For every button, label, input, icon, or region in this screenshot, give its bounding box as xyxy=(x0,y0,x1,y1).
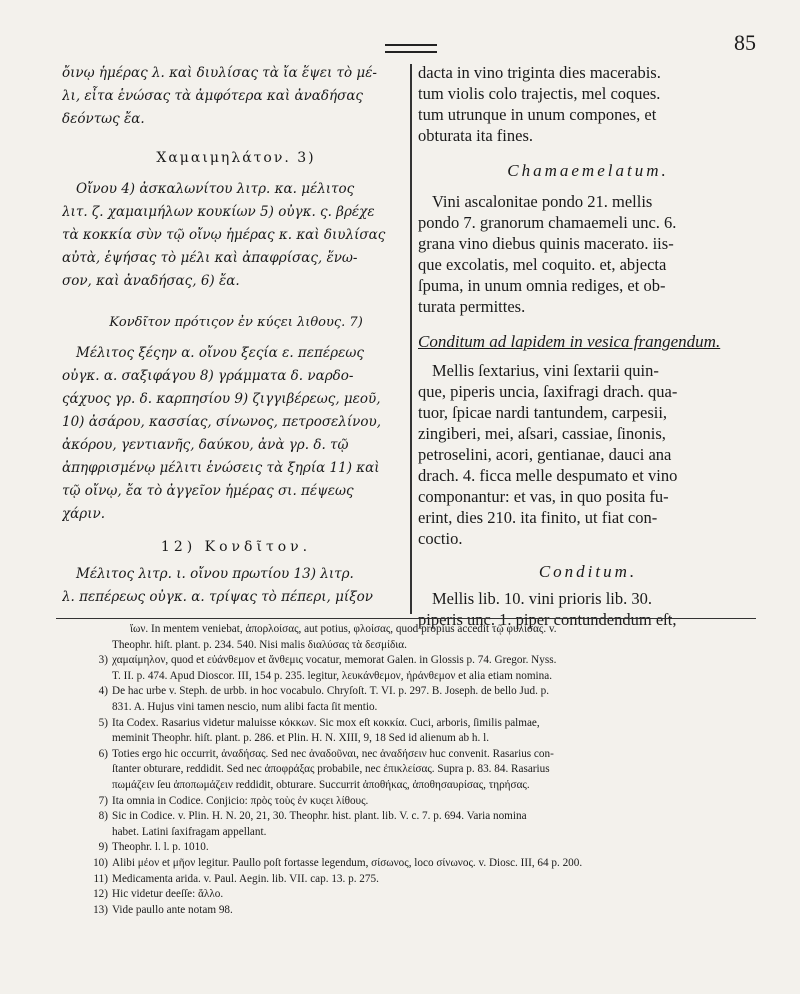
text-line: piperis unc. 1. piper contundendum eſt, xyxy=(418,610,677,629)
greek-heading-conditon-2: 12) Κονδῖτον. xyxy=(160,539,312,555)
text-line: grana vino diebus quinis macerato. iis- xyxy=(418,234,674,253)
text-line: tuor, ſpicae nardi tantundem, carpesii, xyxy=(418,403,668,422)
footnote-number: 9) xyxy=(98,841,108,854)
latin-heading-conditum-lapidem: Conditum ad lapidem in vesica frangendum. xyxy=(418,332,721,351)
footnote-8 xyxy=(82,809,762,840)
text-line: drach. 4. ficca melle despumato et vino xyxy=(418,466,678,485)
footnote-text: meminit Theophr. hiſt. plant. p. 286. et Plin. H. N. XIII, 9, 18 Sed id alienum ab h. l. xyxy=(112,732,490,745)
footnote-5 xyxy=(82,716,762,747)
footnote-text: Hic videtur deeſſe: ἄλλο. xyxy=(112,888,224,901)
text-line: λ. πεπέρεως οὐγκ. α. τρίψας τὸ πέπερι, μίξον xyxy=(62,589,373,605)
footnote-text: T. II. p. 474. Apud Dioscor. III, 154 p. 235. legitur, λευκάνθεμον, ἠράνθεμον et alia etiam nomina. xyxy=(112,669,552,682)
latin-paragraph-3 xyxy=(418,360,758,549)
footnote-text: χαμαίμηλον, quod et εὐάνθεμον et ἄνθεμις vocatur, memorat Galen. in Glossis p. 74. Gregor. Nyss. xyxy=(112,654,557,667)
text-line: λιτ. ζ. χαμαιμήλων κουκίων 5) οὐγκ. ς. βρέχε xyxy=(62,204,375,220)
greek-heading-chamaemelaton: Χαμαιμηλάτον. 3) xyxy=(156,150,316,166)
text-line: οὐγκ. α. σαξιφάγου 8) γράμματα δ. ναρδο- xyxy=(62,368,354,384)
latin-paragraph-2 xyxy=(418,191,758,317)
footnote-text: Theophr. l. l. p. 1010. xyxy=(112,841,209,854)
text-line: τὰ κοκκία σὺν τῷ οἴνῳ ἡμέρας κ. καὶ διυλίσας xyxy=(62,227,386,243)
footnote-text: ſtanter obturare, reddidit. Sed nec ἀποφράξας probabile, nec ἐπικλείσας. Supra p. 83. 84. Rasarius xyxy=(112,763,550,776)
footnote-text: Alibi μέον et μῆον legitur. Paullo poſt fortasse legendum, σίσωνος, loco σίνωνος. v. Diosc. III, 64 p. 200. xyxy=(112,856,583,869)
text-line: componantur: et vas, in quo posita fu- xyxy=(418,487,669,506)
footnote-number: 3) xyxy=(98,654,108,667)
column-divider xyxy=(410,64,412,614)
greek-heading-conditon: Κονδῖτον πρότιςον ἐν κύςει λιθους. 7) xyxy=(109,315,363,330)
footnote-number: 5) xyxy=(98,716,108,729)
footnote-text: De hac urbe v. Steph. de urbb. in hoc vocabulo. Chryſoſt. T. VI. p. 297. B. Joseph. de bello Jud. p. xyxy=(112,685,550,698)
footnote-text: Toties ergo hic occurrit, ἀναδήσας. Sed nec ἀναδοῦναι, nec ἀναδήσειν huc convenit. Rasarius con- xyxy=(112,747,554,760)
footnote-number: 7) xyxy=(98,794,108,807)
greek-paragraph-3 xyxy=(62,342,410,526)
greek-paragraph-1 xyxy=(62,62,410,131)
text-line: τῷ οἴνῳ, ἔα τὸ ἀγγεῖον ἡμέρας σι. πέψεως xyxy=(62,483,354,499)
footnote-text: Vide paullo ante notam 98. xyxy=(112,903,233,916)
page-number: 85 xyxy=(734,30,756,55)
greek-column xyxy=(62,62,410,609)
text-line: ἀπηφρισμένῳ μέλιτι ἑνώσεις τὰ ξηρία 11) καὶ xyxy=(62,460,380,476)
latin-heading-chamaemelatum: Chamaemelatum. xyxy=(507,161,669,180)
greek-paragraph-2 xyxy=(62,178,410,293)
footnote-6 xyxy=(82,747,762,794)
footnote-number: 13) xyxy=(93,903,108,916)
text-line: Mellis ſextarius, vini ſextarii quin- xyxy=(432,361,659,380)
text-line: λι, εἶτα ἑνώσας τὰ ἀμφότερα καὶ ἀναδήσας xyxy=(62,88,363,104)
latin-heading-conditum: Conditum. xyxy=(538,562,638,581)
footnote-number: 8) xyxy=(98,810,108,823)
footnote-text: habet. Latini ſaxifragam appellant. xyxy=(112,825,267,838)
text-line: pondo 7. granorum chamaemeli unc. 6. xyxy=(418,213,677,232)
text-line: que excolatis, mel coquito. et, abjecta xyxy=(418,255,667,274)
text-line: Μέλιτος λιτρ. ι. οἴνου πρωτίου 13) λιτρ. xyxy=(76,566,354,582)
footnote-text: Ita Codex. Rasarius videtur maluisse κόκκων. Sic mox eſt κοκκία. Cuci, arboris, ſimilis palmae, xyxy=(112,716,540,729)
text-line: σον, καὶ ἀναδήσας, 6) ἔα. xyxy=(62,273,240,289)
text-line: χάριν. xyxy=(62,506,106,522)
footnote-4 xyxy=(82,684,762,715)
text-line: dacta in vino triginta dies macerabis. xyxy=(418,63,661,82)
footnote-13 xyxy=(82,903,762,919)
footnote-9 xyxy=(82,840,762,856)
text-line: 10) ἀσάρου, κασσίας, σίνωνος, πετροσελίνου, xyxy=(62,414,381,430)
header-ornament-rule xyxy=(385,44,437,53)
text-line: que, piperis uncia, ſaxifragi drach. qua- xyxy=(418,382,678,401)
text-line: tum violis colo trajectis, mel coques. xyxy=(418,84,661,103)
footnote-lead-line: ἴων. In mentem veniebat, ἀπορλοίσας, aut potius, φλοίσας, quod propius accedit τῷ φυλίσας. v. xyxy=(130,623,557,635)
text-line: Μέλιτος ξέςην α. οἴνου ξεςία ε. πεπέρεως xyxy=(76,345,364,361)
footnote-7 xyxy=(82,794,762,810)
text-line: coctio. xyxy=(418,529,463,548)
text-line: obturata ita fines. xyxy=(418,126,534,145)
footnote-11 xyxy=(82,872,762,888)
text-line: ςάχυος γρ. δ. καρπησίου 9) ζιγγιβέρεως, μεοῦ, xyxy=(62,391,381,407)
footnote-rule xyxy=(56,618,756,619)
footnote-text: Sic in Codice. v. Plin. H. N. 20, 21, 30. Theophr. hist. plant. lib. V. c. 7. p. 694. Varia nomina xyxy=(112,810,527,823)
footnote-3 xyxy=(82,653,762,684)
text-line: ἀκόρου, γεντιανῆς, δαύκου, ἀνὰ γρ. δ. τῷ xyxy=(62,437,349,453)
text-line: tum utrunque in unum compones, et xyxy=(418,105,657,124)
footnote-number: 10) xyxy=(93,856,108,869)
text-line: Οἴνου 4) ἀσκαλωνίτου λιτρ. κα. μέλιτος xyxy=(76,181,355,197)
footnotes xyxy=(82,622,762,918)
footnote-text: 831. A. Hujus vini tamen nescio, num alibi facta ſit mentio. xyxy=(112,700,378,713)
latin-column xyxy=(418,62,758,630)
text-line: αὐτὰ, ἑψήσας τὸ μέλι καὶ ἀπαφρίσας, ἕνω- xyxy=(62,250,358,266)
latin-paragraph-1 xyxy=(418,62,758,146)
text-line: erint, dies 210. ita finito, ut fiat con- xyxy=(418,508,658,527)
footnote-number: 6) xyxy=(98,747,108,760)
text-line: Mellis lib. 10. vini prioris lib. 30. xyxy=(432,589,653,608)
footnote-text: Medicamenta arida. v. Paul. Aegin. lib. VII. cap. 13. p. 275. xyxy=(112,872,379,885)
footnote-number: 11) xyxy=(93,872,108,885)
footnote-10 xyxy=(82,856,762,872)
text-line: petroselini, acori, gentianae, dauci ana xyxy=(418,445,672,464)
footnote-number: 4) xyxy=(98,685,108,698)
text-line: ὄινῳ ἡμέρας λ. καὶ διυλίσας τὰ ἴα ἕψει τὸ μέ- xyxy=(62,65,377,81)
text-line: zingiberi, mei, aſsari, cassiae, ſinonis, xyxy=(418,424,666,443)
footnote-number: 12) xyxy=(93,888,108,901)
text-line: Vini ascalonitae pondo 21. mellis xyxy=(432,192,653,211)
footnote-text: πωμάζειν ſeu ἀποπωμάζειν reddidit, obturare. Succurrit ἀποθήκας, ἀποθησαυρίσας, τηρήσας. xyxy=(112,778,530,791)
text-line: turata permittes. xyxy=(418,297,526,316)
footnote-text: Ita omnia in Codice. Conjicio: πρὸς τοὺς ἐν κυςει λίθους. xyxy=(112,794,369,807)
footnote-lead-line: Theophr. hiſt. plant. p. 234. 540. Nisi malis διαλύσας τὰ δεσμίδια. xyxy=(112,638,407,651)
greek-paragraph-4 xyxy=(62,563,410,609)
text-line: ſpuma, in unum omnia rediges, et ob- xyxy=(418,276,666,295)
text-line: δεόντως ἔα. xyxy=(62,111,145,127)
footnote-12 xyxy=(82,887,762,903)
